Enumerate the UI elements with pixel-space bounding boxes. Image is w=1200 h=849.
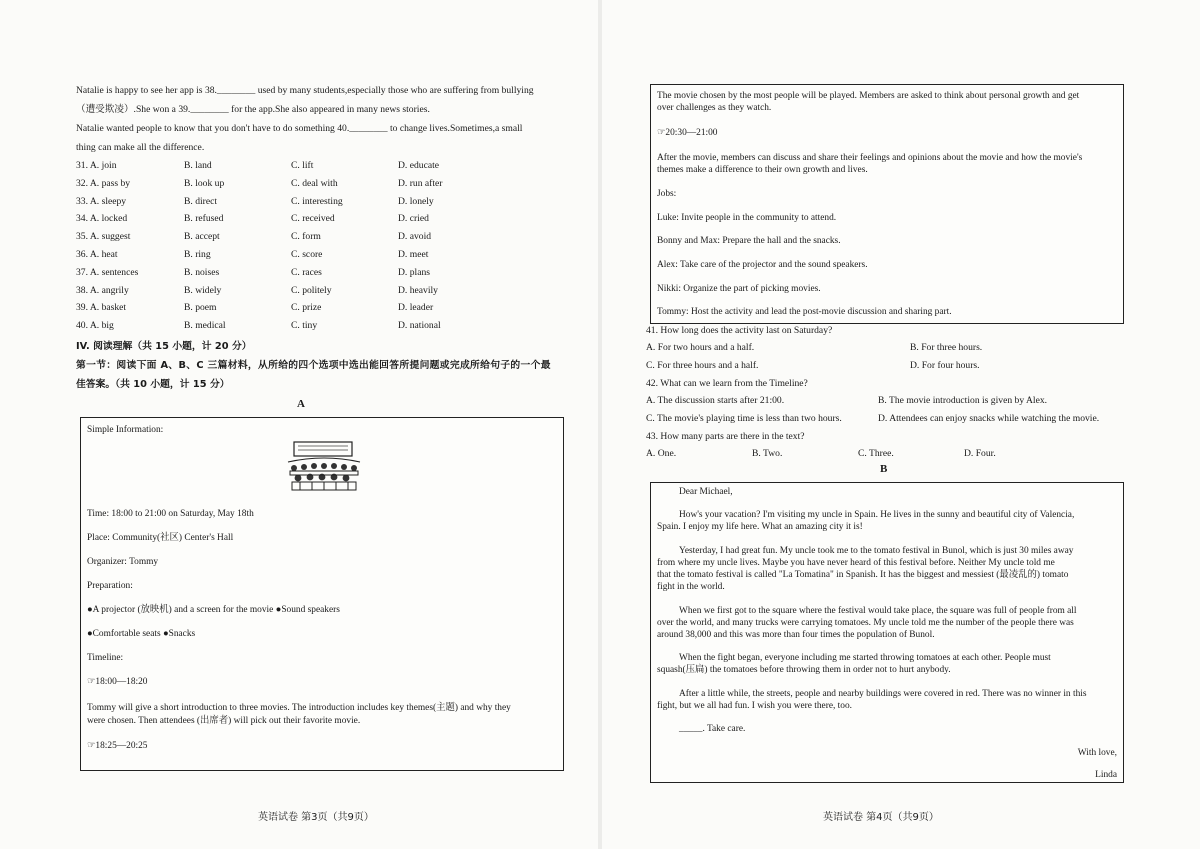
letter-name: Linda [1095,770,1117,780]
letter-text: When the fight began, everyone including me started throwing tomatoes at each other. People must [679,653,1051,663]
option: 32. A. pass by [76,177,131,189]
passage-label-b: B [880,463,888,475]
option: D. lonely [398,195,434,207]
event-organizer: Organizer: Tommy [87,557,159,567]
option: 33. A. sleepy [76,195,127,207]
option: 37. A. sentences [76,266,139,278]
question-43: 43. How many parts are there in the text? [646,431,805,442]
option: D. leader [398,302,434,314]
page-footer: 英语试卷 第4页（共9页） [823,812,939,823]
option: B. refused [184,213,224,225]
passage-label-a: A [297,398,305,410]
option[interactable]: C. The movie's playing time is less than two hours. [646,413,842,424]
letter-text: that the tomato festival is called "La Tomatina" in Spanish. It has the biggest and messiest (最凌乱的) tomato [657,570,1069,580]
passage-a-continued-box [650,84,1124,324]
option[interactable]: A. One. [646,448,677,459]
option-row [76,246,556,264]
option: D. meet [398,248,429,260]
passage-a-box [80,417,564,771]
timeline-heading: Timeline: [87,653,124,663]
option[interactable]: A. The discussion starts after 21:00. [646,395,785,406]
option: 34. A. locked [76,213,128,225]
option: D. national [398,320,441,332]
option-row [76,175,556,193]
letter-closing: _____. Take care. [679,724,746,734]
option: C. score [291,248,323,260]
cloze-passage [76,84,566,154]
option: D. run after [398,177,443,189]
option: 35. A. suggest [76,231,131,243]
option: B. accept [184,231,220,243]
option: C. races [291,266,322,278]
option: C. politely [291,284,332,296]
preparation-item: ●A projector (放映机) and a screen for the movie ●Sound speakers [87,605,340,615]
option[interactable]: B. Two. [752,448,783,459]
option-row [76,282,556,300]
timeline-text: were chosen. Then attendees (出席者) will pick out their favorite movie. [87,716,361,726]
letter-text: Yesterday, I had great fun. My uncle took me to the tomato festival in Bunol, which is just 30 miles away [679,546,1074,556]
option[interactable]: D. Four. [964,448,996,459]
option-row [76,193,556,211]
section-instructions: 佳答案。（共 10 小题，计 15 分） [76,379,230,390]
option: B. widely [184,284,222,296]
option[interactable]: A. For two hours and a half. [646,342,755,353]
option[interactable]: D. Attendees can enjoy snacks while watching the movie. [878,413,1100,424]
job-item: Nikki: Organize the part of picking movies. [657,284,821,294]
option-row [76,264,556,282]
letter-text: After a little while, the streets, people and nearby buildings were covered in red. There was no winner in this [679,689,1087,699]
letter-text: fight, but we all had fun. I wish you were there, too. [657,701,853,711]
option[interactable]: C. Three. [858,448,894,459]
option-row [76,157,556,175]
passage-line: Natalie is happy to see her app is 38.________ used by many students,especially those who are suffering from bullying [76,85,534,96]
letter-text: fight in the world. [657,582,725,592]
box-heading: Simple Information: [87,425,164,435]
option: D. heavily [398,284,438,296]
option: C. prize [291,302,322,314]
option: 38. A. angrily [76,284,129,296]
page-footer: 英语试卷 第3页（共9页） [258,812,374,823]
job-item: Bonny and Max: Prepare the hall and the snacks. [657,236,841,246]
job-item: Tommy: Host the activity and lead the post-movie discussion and sharing part. [657,307,952,317]
job-item: Alex: Take care of the projector and the sound speakers. [657,260,868,270]
option: C. deal with [291,177,338,189]
option-row [76,317,556,335]
event-place: Place: Community(社区) Center's Hall [87,533,234,543]
option-row [76,210,556,228]
preparation-heading: Preparation: [87,581,133,591]
timeline-slot: ☞20:30—21:00 [657,128,718,138]
box-text: over challenges as they watch. [657,103,772,113]
passage-line: （遭受欺凌）.She won a 39.________ for the app.She also appeared in many news stories. [76,104,430,115]
cloze-options [76,157,556,335]
timeline-text: Tommy will give a short introduction to three movies. The introduction includes key themes(主题) and why they [87,703,511,713]
timeline-slot: ☞18:00—18:20 [87,677,148,687]
letter-text: squash(压扁) the tomatoes before throwing them in order not to hurt anybody. [657,665,951,675]
letter-text: How's your vacation? I'm visiting my uncle in Spain. He lives in the sunny and beautiful city of Valencia, [679,510,1075,520]
option: B. ring [184,248,211,260]
jobs-heading: Jobs: [657,189,677,199]
letter-text: around 38,000 and this was more than four times the population of Bunol. [657,630,935,640]
option: 40. A. big [76,320,114,332]
box-text: themes make a difference to their own growth and lives. [657,165,868,175]
option: B. look up [184,177,225,189]
option-row [76,228,556,246]
option: C. received [291,213,335,225]
letter-text: When we first got to the square where the festival would take place, the square was full of people from all [679,606,1077,616]
option: B. land [184,160,212,171]
job-item: Luke: Invite people in the community to attend. [657,213,837,223]
option: C. form [291,231,321,243]
option: D. educate [398,160,440,171]
option: 39. A. basket [76,302,127,314]
option[interactable]: C. For three hours and a half. [646,360,759,371]
option: D. plans [398,266,430,278]
section-instructions: 第一节：阅读下面 A、B、C 三篇材料，从所给的四个选项中选出能回答所提问题或完成所给句子的一个最 [76,360,551,371]
option: C. lift [291,160,314,171]
letter-text: from where my uncle lives. Maybe you have never heard of this festival before. Neither My uncle told me [657,558,1055,568]
option: 31. A. join [76,160,117,171]
option[interactable]: D. For four hours. [910,360,980,371]
page-gutter [598,0,602,849]
timeline-slot: ☞18:25—20:25 [87,741,148,751]
box-text: The movie chosen by the most people will be played. Members are asked to think about personal growth and get [657,91,1080,101]
option-row [76,299,556,317]
option: B. poem [184,302,217,314]
option[interactable]: B. The movie introduction is given by Alex. [878,395,1048,406]
passage-line: thing can make all the difference. [76,142,205,153]
option: D. cried [398,213,429,225]
movie-audience-illustration [284,440,364,496]
option: B. direct [184,195,218,207]
box-text: After the movie, members can discuss and share their feelings and opinions about the movie and how the movie's [657,153,1083,163]
letter-text: over the world, and many trucks were carrying tomatoes. My uncle told me the number of the people there was [657,618,1074,628]
option: B. medical [184,320,226,332]
option: 36. A. heat [76,248,118,260]
preparation-item: ●Comfortable seats ●Snacks [87,629,196,639]
letter-signoff: With love, [1077,748,1117,758]
letter-greeting: Dear Michael, [679,487,733,497]
option: D. avoid [398,231,432,243]
passage-b-letter-box [650,482,1124,783]
event-time: Time: 18:00 to 21:00 on Saturday, May 18th [87,509,254,519]
letter-text: Spain. I enjoy my life here. What an amazing city it is! [657,522,863,532]
option: B. noises [184,266,220,278]
question-41: 41. How long does the activity last on Saturday? [646,325,833,336]
question-42: 42. What can we learn from the Timeline? [646,378,808,389]
option[interactable]: B. For three hours. [910,342,983,353]
option: C. tiny [291,320,318,332]
passage-line: Natalie wanted people to know that you don't have to do something 40.________ to change lives.Sometimes,a small [76,123,523,134]
option: C. interesting [291,195,343,207]
section-heading: IV. 阅读理解（共 15 小题，计 20 分） [76,341,252,352]
